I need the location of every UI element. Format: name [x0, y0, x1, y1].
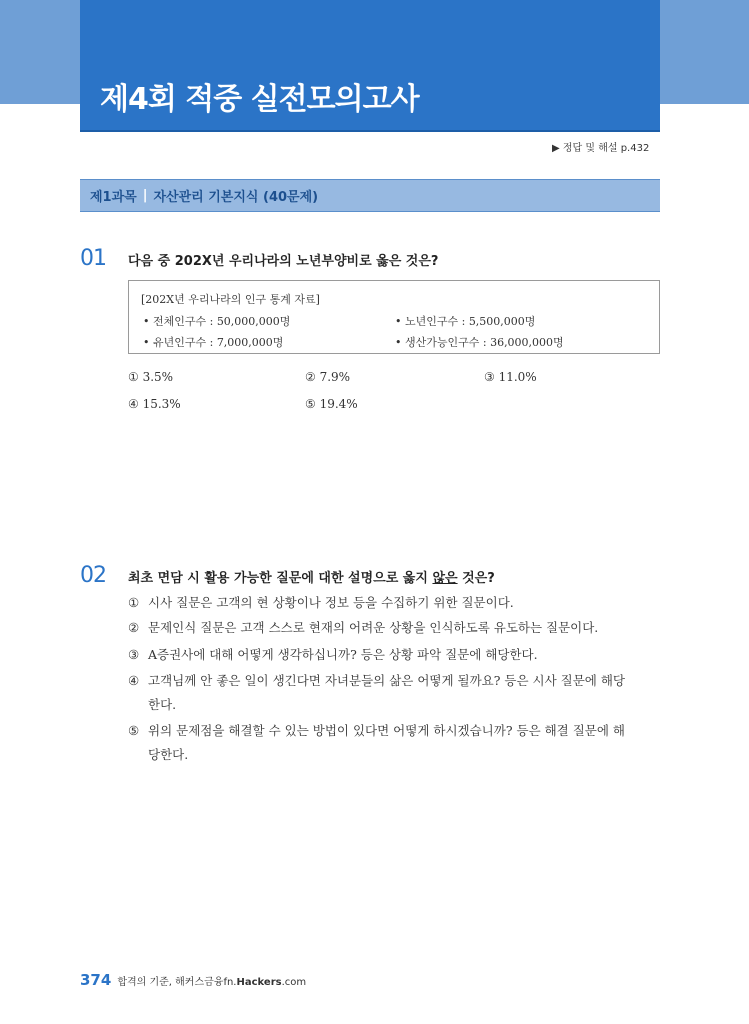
- question-1-number: 01: [80, 246, 106, 271]
- option-marker: ②: [128, 620, 140, 635]
- question-2-text-end: 것은?: [457, 571, 495, 586]
- option-marker: ①: [128, 595, 140, 610]
- question-2-text: [128, 567, 495, 586]
- question-2-option-3: [128, 643, 662, 667]
- option-marker: ⑤: [128, 723, 140, 738]
- option-text: A증권사에 대해 어떻게 생각하십니까? 등은 상황 파악 질문에 해당한다.: [148, 647, 538, 662]
- question-2-option-1: [128, 591, 662, 615]
- footer-text: 합격의 기준, 해커스금융: [117, 977, 224, 988]
- question-2-option-2: [128, 616, 662, 640]
- section-bar: [80, 179, 660, 212]
- title-banner: [80, 0, 660, 132]
- option-marker: ④: [128, 673, 140, 688]
- brand-prefix: fn.: [223, 977, 237, 988]
- data-item-elderly-population: • 노년인구수 : 5,500,000명: [395, 315, 536, 328]
- page-footer: [80, 971, 306, 989]
- question-1-option-1: ① 3.5%: [128, 370, 174, 384]
- page-title: 제4회 적중 실전모의고사: [100, 82, 419, 117]
- question-2-emphasis: 않은: [432, 571, 458, 586]
- section-subject: 제1과목: [90, 190, 137, 205]
- option-text-continued: 당한다.: [148, 747, 189, 762]
- question-2-option-5: [128, 719, 662, 767]
- header-band-right: [660, 0, 749, 104]
- brand-name: Hackers: [236, 977, 282, 988]
- question-2-text-start: 최초 면담 시 활용 가능한 질문에 대한 설명으로 옳지: [128, 571, 433, 586]
- question-1-option-3: ③ 11.0%: [484, 370, 537, 384]
- question-1-data-box: [128, 280, 660, 354]
- data-item-youth-population: • 유년인구수 : 7,000,000명: [143, 336, 284, 349]
- option-marker: ③: [128, 647, 140, 662]
- section-title: 자산관리 기본지식 (40문제): [153, 190, 319, 205]
- data-box-caption: [202X년 우리나라의 인구 통계 자료]: [141, 293, 320, 306]
- option-text: 시사 질문은 고객의 현 상황이나 정보 등을 수집하기 위한 질문이다.: [148, 595, 514, 610]
- question-2-option-4: [128, 669, 662, 717]
- option-text: 문제인식 질문은 고객 스스로 현재의 어려운 상황을 인식하도록 유도하는 질문이다.: [148, 620, 599, 635]
- option-text: 고객님께 안 좋은 일이 생긴다면 자녀분들의 삶은 어떻게 될까요? 등은 시사 질문에 해당: [148, 673, 626, 688]
- header-band-left: [0, 0, 80, 104]
- answer-reference: ▶ 정답 및 해설 p.432: [552, 143, 650, 154]
- question-1-option-2: ② 7.9%: [305, 370, 351, 384]
- section-divider: |: [142, 188, 148, 203]
- brand-suffix: .com: [281, 977, 307, 988]
- data-item-total-population: • 전체인구수 : 50,000,000명: [143, 315, 291, 328]
- footer-brand: [223, 977, 306, 988]
- option-text: 위의 문제점을 해결할 수 있는 방법이 있다면 어떻게 하시겠습니까? 등은 해결 질문에 해: [148, 723, 626, 738]
- data-item-working-age-population: • 생산가능인구수 : 36,000,000명: [395, 336, 564, 349]
- question-1-option-5: ⑤ 19.4%: [305, 397, 358, 411]
- question-1-option-4: ④ 15.3%: [128, 397, 181, 411]
- question-1-text: 다음 중 202X년 우리나라의 노년부양비로 옳은 것은?: [128, 254, 439, 269]
- option-text-continued: 한다.: [148, 697, 177, 712]
- page-number: 374: [80, 971, 112, 989]
- question-2-number: 02: [80, 563, 106, 588]
